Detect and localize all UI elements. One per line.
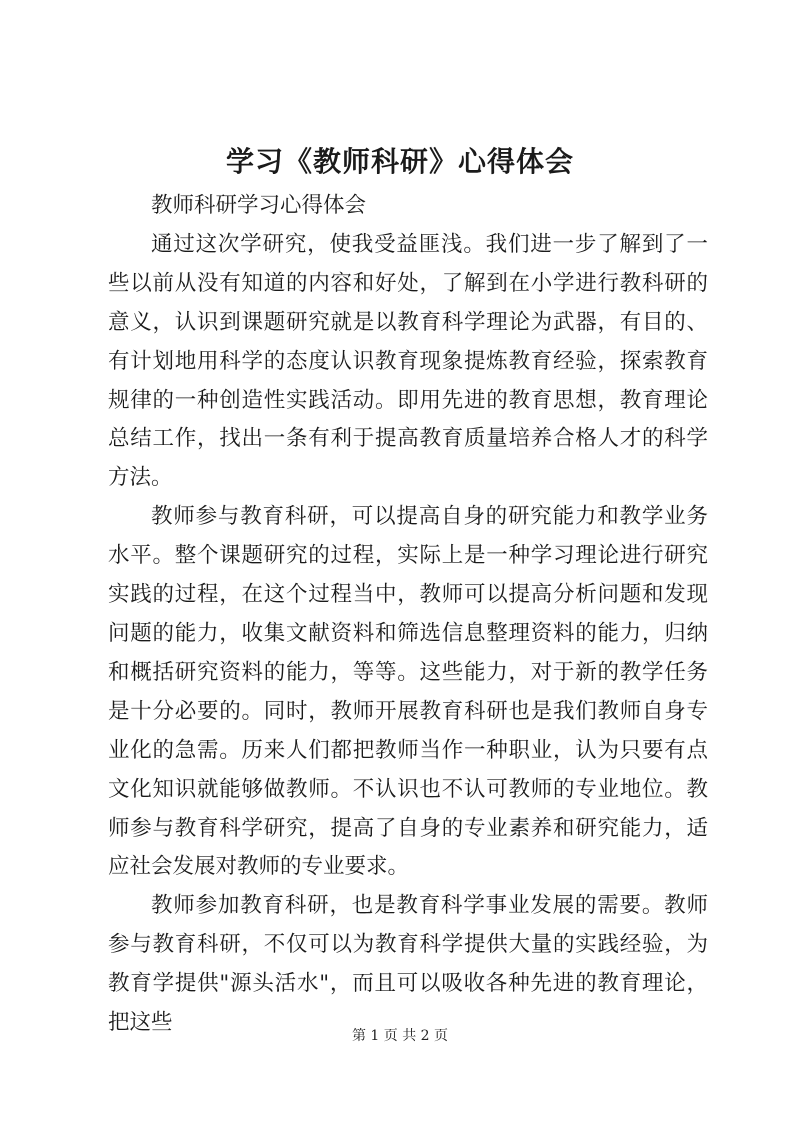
page-number-footer: 第 1 页 共 2 页 xyxy=(351,1028,449,1044)
body-paragraph: 通过这次学研究，使我受益匪浅。我们进一步了解到了一些以前从没有知道的内容和好处，了解到在小学进行教科研的意义，认识到课题研究就是以教育科学理论为武器，有目的、有计划地用科学的态度认识教育现象提炼教育经验，探索教育规律的一种创造性实践活动。即用先进的教育思想，教育理论总结工作，找出一条有利于提高教育质量培养合格人才的科学方法。 xyxy=(108,231,708,491)
document-body xyxy=(108,187,708,1043)
document-title: 学习《教师科研》心得体会 xyxy=(225,145,574,178)
body-paragraph: 教师参与教育科研，可以提高自身的研究能力和教学业务水平。整个课题研究的过程，实际上是一种学习理论进行研究实践的过程，在这个过程当中，教师可以提高分析问题和发现问题的能力，收集文献资料和筛选信息整理资料的能力，归纳和概括研究资料的能力，等等。这些能力，对于新的教学任务是十分必要的。同时，教师开展教育科研也是我们教师自身专业化的急需。历来人们都把教师当作一种职业，认为只要有点文化知识就能够做教师。不认识也不认可教师的专业地位。教师参与教育科学研究，提高了自身的专业素养和研究能力，适应社会发展对教师的专业要求。 xyxy=(108,504,708,880)
subtitle-paragraph: 教师科研学习心得体会 xyxy=(151,193,367,218)
body-paragraph: 教师参加教育科研，也是教育科学事业发展的需要。教师参与教育科研，不仅可以为教育科学提供大量的实践经验，为教育学提供"源头活水"，而且可以吸收各种先进的教育理论，把这些 xyxy=(108,893,708,1036)
